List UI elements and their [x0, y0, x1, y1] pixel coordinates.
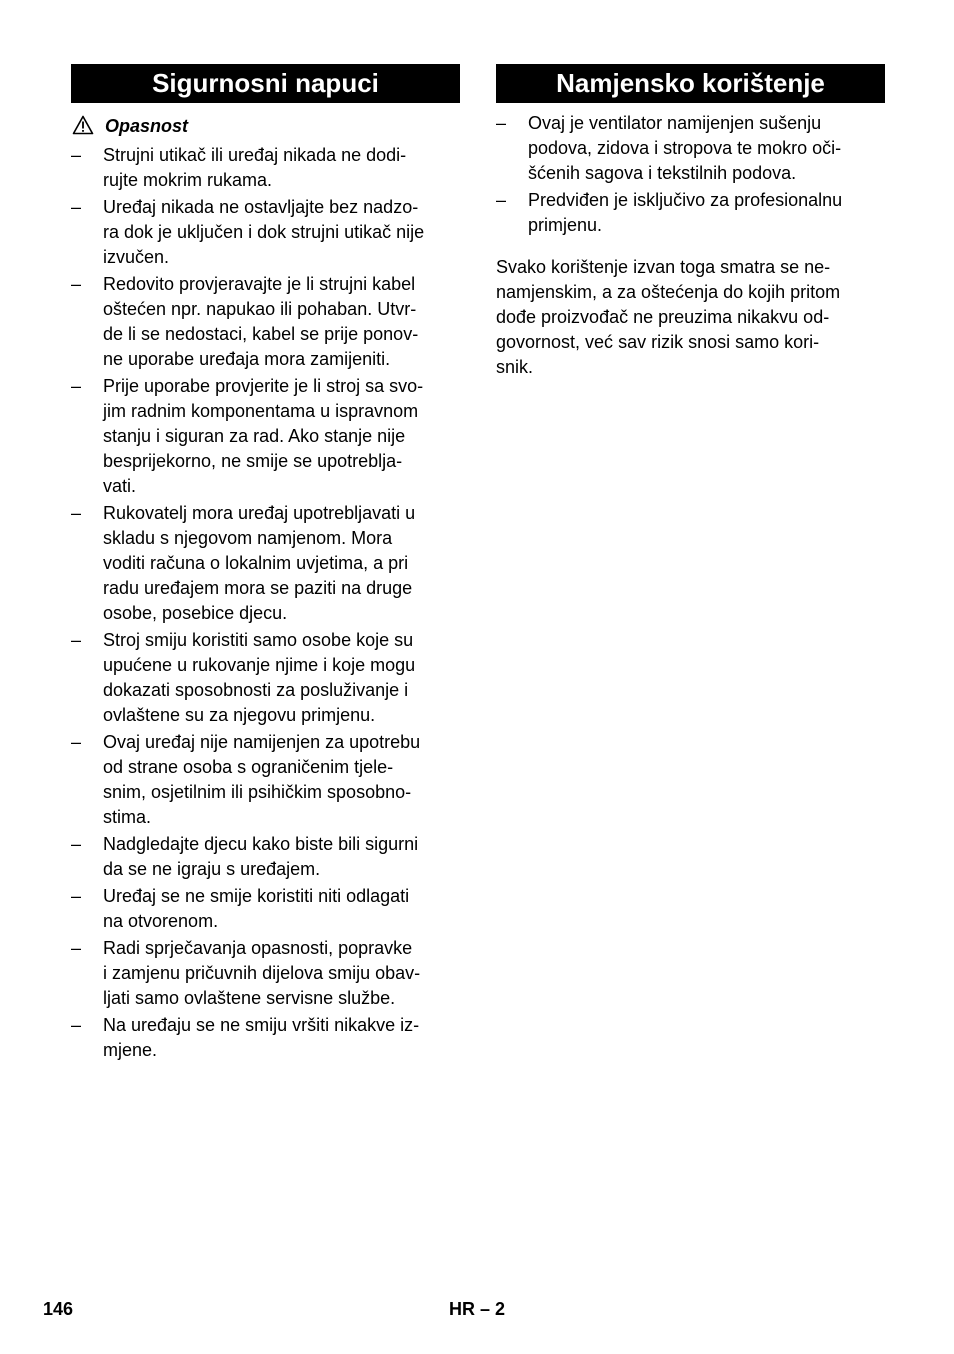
danger-label: Opasnost	[105, 116, 189, 136]
list-item: – Uređaj nikada ne ostavljajte bez nadzo- ra dok je uključen i dok strujni utikač nije izvučen.	[71, 195, 460, 270]
intended-use-list	[496, 111, 885, 238]
intended-use-section	[496, 64, 885, 380]
safety-section	[71, 64, 460, 1065]
list-item: – Rukovatelj mora uređaj upotrebljavati u skladu s njegovom namjenom. Mora voditi računa o lokalnim uvjetima, a pri radu uređajem mora se paziti na druge osobe, posebice djecu.	[71, 501, 460, 626]
list-item: – Strujni utikač ili uređaj nikada ne dodi- rujte mokrim rukama.	[71, 143, 460, 193]
safety-heading: Sigurnosni napuci	[71, 64, 460, 103]
list-item: – Prije uporabe provjerite je li stroj sa svo- jim radnim komponentama u ispravnom stanju i siguran za rad. Ako stanje nije besprijekorno, ne smije se upotreblja- vati.	[71, 374, 460, 499]
warning-triangle-icon	[72, 115, 94, 135]
list-item: – Predviđen je isključivo za profesionalnu primjenu.	[496, 188, 885, 238]
list-item: – Stroj smiju koristiti samo osobe koje su upućene u rukovanje njime i koje mogu dokazati sposobnosti za posluživanje i ovlaštene su za njegovu primjenu.	[71, 628, 460, 728]
list-item: – Nadgledajte djecu kako biste bili sigurni da se ne igraju s uređajem.	[71, 832, 460, 882]
section-label: HR – 2	[449, 1299, 506, 1319]
list-item: – Ovaj uređaj nije namijenjen za upotrebu od strane osoba s ograničenim tjele- snim, osjetilnim ili psihičkim sposobno- stima.	[71, 730, 460, 830]
danger-warning	[71, 114, 460, 139]
liability-paragraph: Svako korištenje izvan toga smatra se ne- namjenskim, a za oštećenja do kojih pritom dođe proizvođač ne preuzima nikakvu od- govornost, već sav rizik snosi samo kori- snik.	[496, 257, 841, 377]
list-item: – Ovaj je ventilator namijenjen sušenju podova, zidova i stropova te mokro oči- šćenih sagova i tekstilnih podova.	[496, 111, 885, 186]
list-item: – Redovito provjeravajte je li strujni kabel oštećen npr. napukao ili pohaban. Utvr- de li se nedostaci, kabel se prije ponov- ne uporabe uređaja mora zamijeniti.	[71, 272, 460, 372]
safety-list	[71, 143, 460, 1063]
list-item: – Na uređaju se ne smiju vršiti nikakve iz- mjene.	[71, 1013, 460, 1063]
list-item: – Radi sprječavanja opasnosti, popravke i zamjenu pričuvnih dijelova smiju obav- ljati samo ovlaštene servisne službe.	[71, 936, 460, 1011]
list-item: – Uređaj se ne smije koristiti niti odlagati na otvorenom.	[71, 884, 460, 934]
intended-use-heading: Namjensko korištenje	[496, 64, 885, 103]
page-number: 146	[43, 1299, 74, 1319]
